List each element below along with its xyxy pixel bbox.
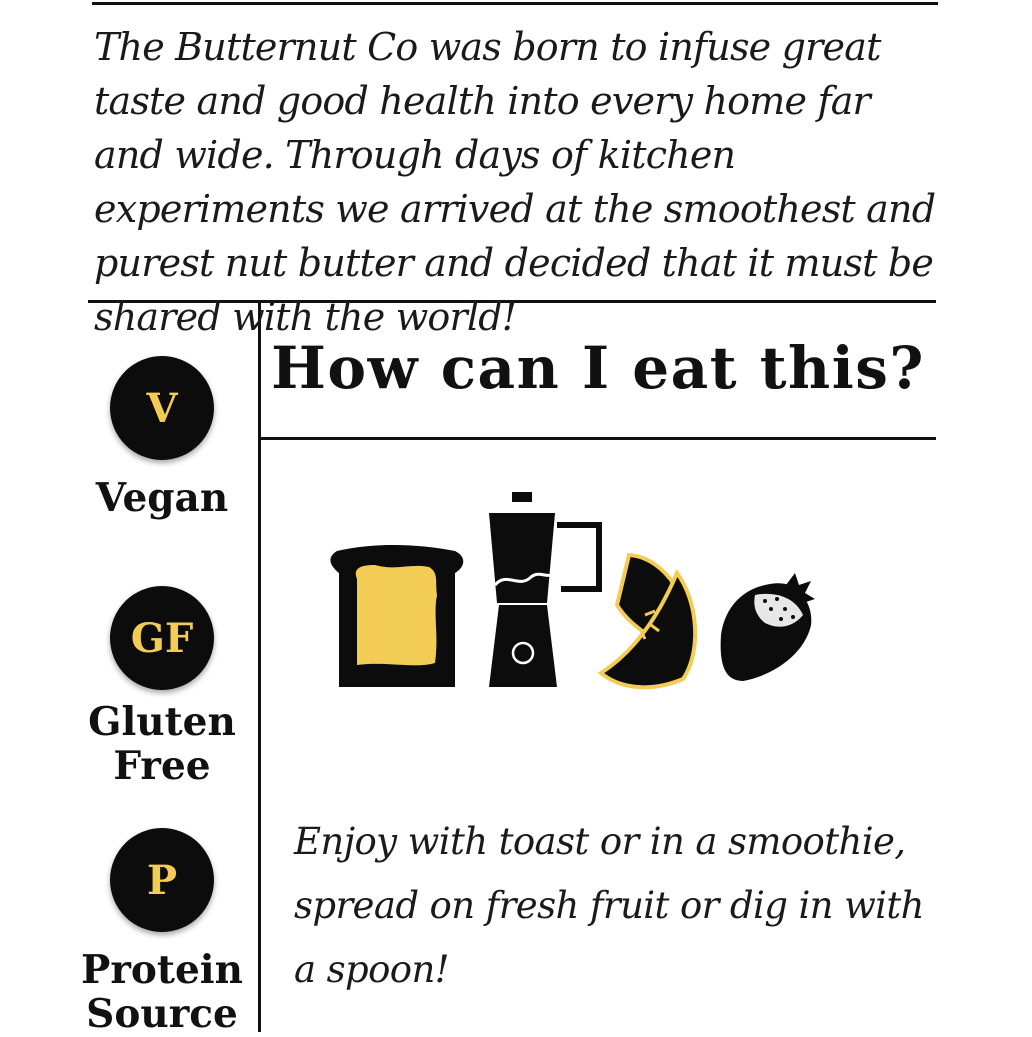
blender-icon [489,492,599,687]
usage-text: Enjoy with toast or in a smoothie, spread on fresh fruit or dig in with a spoon! [294,820,924,991]
fruit-slice-icon [601,555,695,687]
strawberry-icon [721,573,815,681]
intro-text: The Butternut Co was born to infuse great taste and good health into every home far and wide. Through days of kitchen experiments we arrived at the smoothest and purest nut butter and decided that it must be shared with the world! [94,25,936,339]
badge-label: Gluten Free [88,699,236,789]
badge-vegan [42,356,282,520]
badge-letter: P [146,856,178,904]
top-border [92,2,938,5]
badge-gluten-free [42,586,282,788]
badge-protein [42,828,282,1036]
gluten-free-icon [110,586,214,690]
usage-icons [325,485,825,695]
badge-label: Protein Source [81,947,243,1037]
vegan-icon [110,356,214,460]
badge-letter: V [146,384,178,432]
page-title: How can I eat this? [271,334,925,402]
badge-letter: GF [130,614,194,662]
badge-label: Vegan [95,475,229,521]
heading-divider [261,437,936,440]
toast-icon [330,545,463,687]
protein-icon [110,828,214,932]
